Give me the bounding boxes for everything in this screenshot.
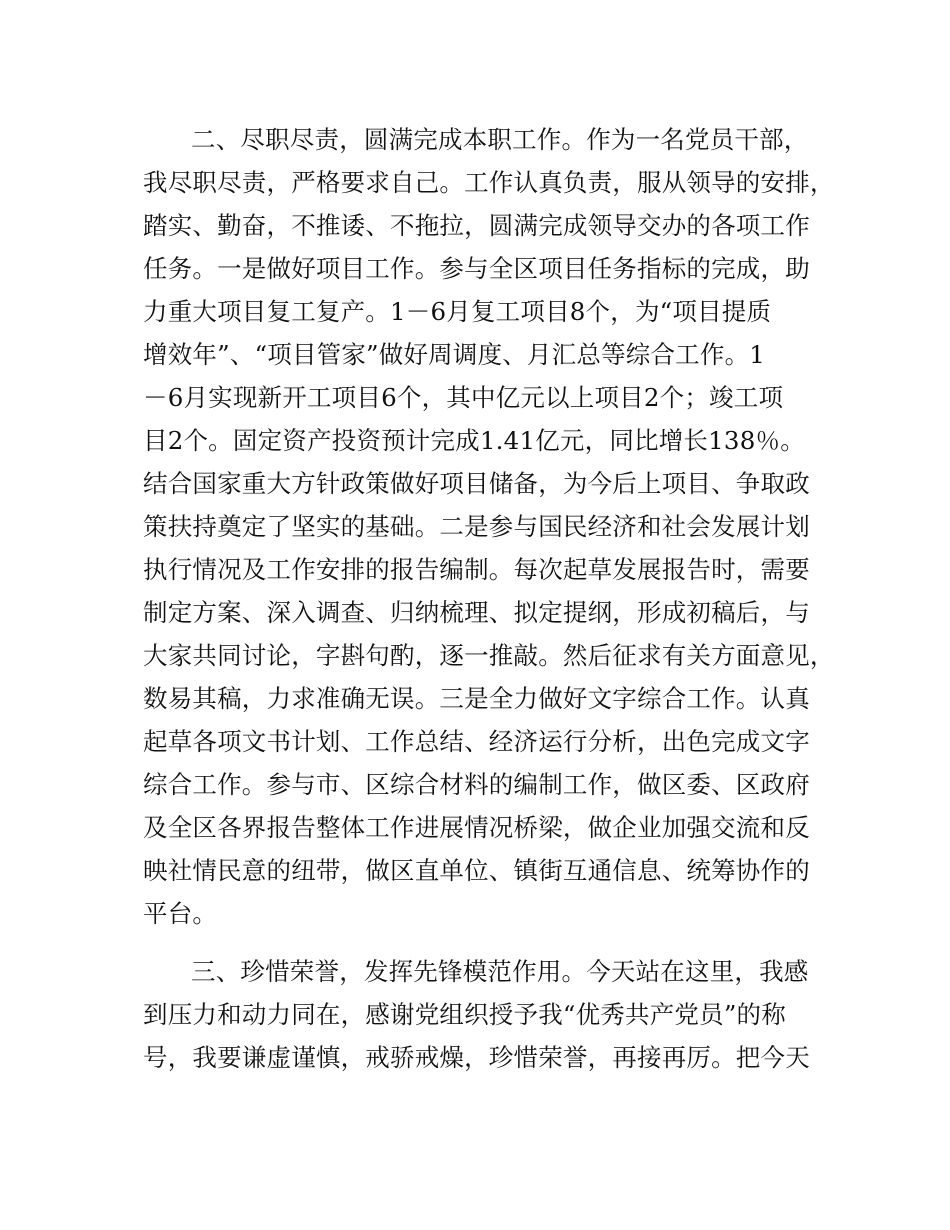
paragraph-2-line: 力重大项目复工复产。1－6月复工项目8个，为“项目提质 — [143, 297, 772, 326]
paragraph-3-line: 到压力和动力同在，感谢党组织授予我“优秀共产党员”的称 — [143, 1000, 786, 1029]
paragraph-2-line: 映社情民意的纽带，做区直单位、镇街互通信息、统筹协作的 — [143, 856, 810, 885]
paragraph-2-line: 大家共同讨论，字斟句酌，逐一推敲。然后征求有关方面意见， — [143, 641, 835, 670]
paragraph-3-line: 号，我要谦虚谨慎，戒骄戒燥，珍惜荣誉，再接再厉。把今天 — [143, 1043, 810, 1072]
paragraph-2-line: －6月实现新开工项目6个，其中亿元以上项目2个；竣工项 — [143, 383, 784, 412]
paragraph-2-line: 综合工作。参与市、区综合材料的编制工作，做区委、区政府 — [143, 770, 810, 799]
paragraph-2-line: 起草各项文书计划、工作总结、经济运行分析，出色完成文字 — [143, 727, 810, 756]
paragraph-2-line: 二、尽职尽责，圆满完成本职工作。作为一名党员干部， — [191, 125, 809, 154]
paragraph-2-line: 制定方案、深入调查、归纳梳理、拟定提纲，形成初稿后，与 — [143, 598, 810, 627]
paragraph-2-line: 数易其稿，力求准确无误。三是全力做好文字综合工作。认真 — [143, 684, 810, 713]
paragraph-2-line: 结合国家重大方针政策做好项目储备，为今后上项目、争取政 — [143, 469, 810, 498]
paragraph-2-line: 执行情况及工作安排的报告编制。每次起草发展报告时，需要 — [143, 555, 810, 584]
paragraph-2-line: 目2个。固定资产投资预计完成1.41亿元，同比增长138％。 — [143, 426, 805, 455]
paragraph-3-line: 三、珍惜荣誉，发挥先锋模范作用。今天站在这里，我感 — [191, 957, 809, 986]
paragraph-2-line: 平台。 — [143, 899, 218, 928]
paragraph-2-line: 任务。一是做好项目工作。参与全区项目任务指标的完成，助 — [143, 254, 810, 283]
paragraph-2-line: 及全区各界报告整体工作进展情况桥梁，做企业加强交流和反 — [143, 813, 810, 842]
paragraph-2-line: 踏实、勤奋，不推诿、不拖拉，圆满完成领导交办的各项工作 — [143, 211, 810, 240]
paragraph-2-line: 策扶持奠定了坚实的基础。二是参与国民经济和社会发展计划 — [143, 512, 810, 541]
paragraph-2-line: 我尽职尽责，严格要求自己。工作认真负责，服从领导的安排， — [143, 168, 835, 197]
paragraph-2-line: 增效年”、“项目管家”做好周调度、月汇总等综合工作。1 — [143, 340, 766, 369]
